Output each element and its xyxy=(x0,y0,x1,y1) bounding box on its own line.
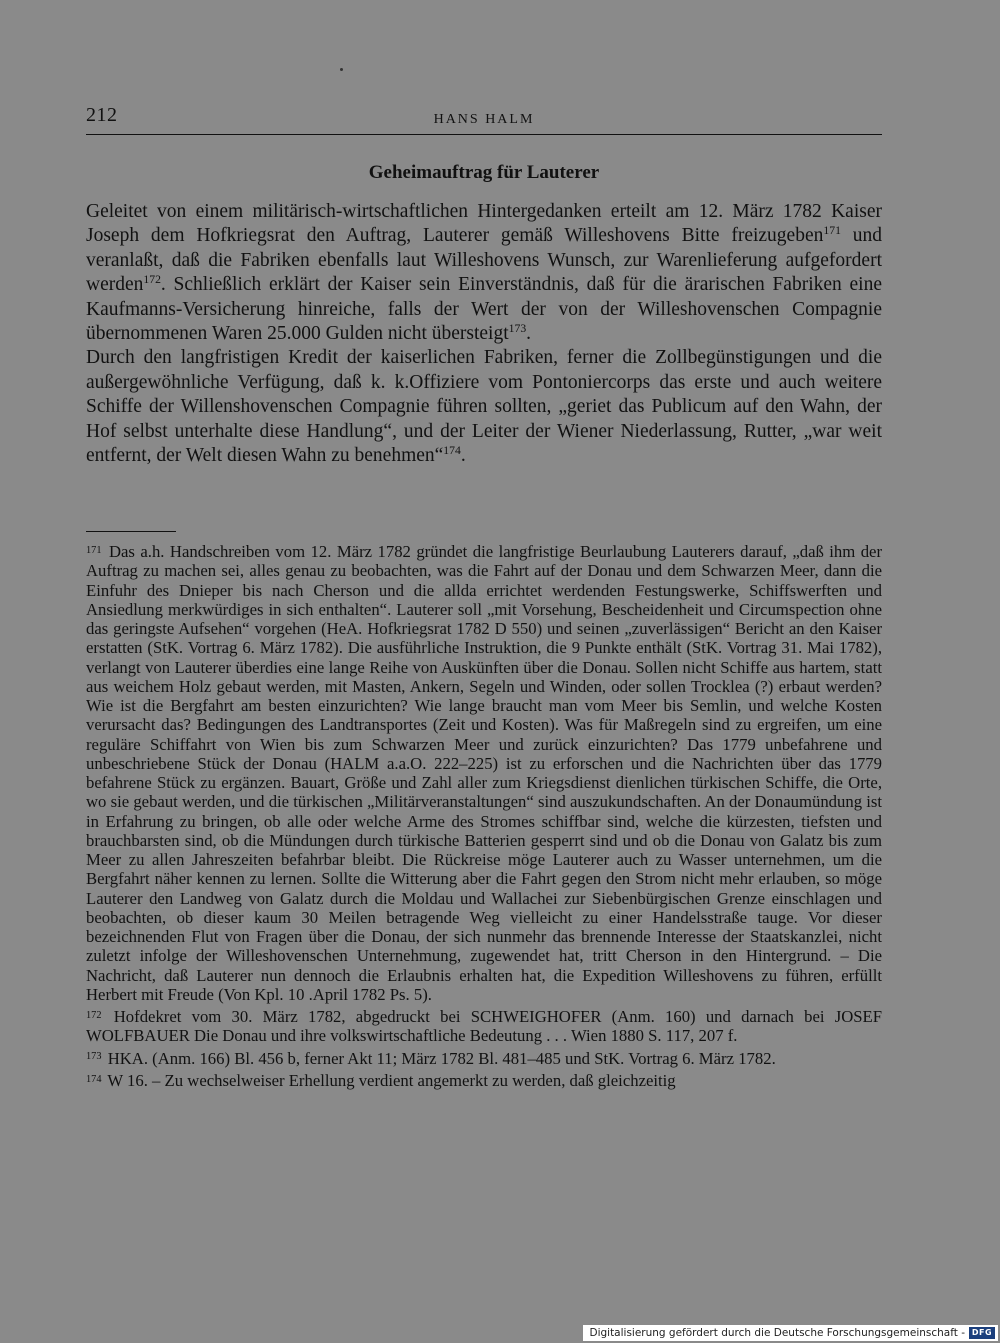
body-text xyxy=(86,200,882,468)
footnote-mark: 174 xyxy=(86,1073,102,1085)
page-number: 212 xyxy=(86,104,118,126)
body-paragraph: Durch den langfristigen Kredit der kaiserlichen Fabriken, ferner die Zollbegünstigungen und die außergewöhnliche Verfügung, daß k. k.Offiziere vom Pontoniercorps das erste und auch weitere Schiffe der Willenshovenschen Compagnie führen sollten, „geriet das Publicum auf den Wahn, der Hof selbst unterhalte diese Handlung“, und der Leiter der Wiener Niederlassung, Rutter, „war weit entfernt, der Welt diesen Wahn zu benehmen“$^{174}$. xyxy=(86,347,882,467)
running-head: HANS HALM xyxy=(433,112,535,127)
footnote-text: Das a.h. Handschreiben vom 12. März 1782 gründet die langfristige Beurlaubung Lauterers darauf, „daß ihm der Auftrag zu machen sei, alles genau zu beobachten, was die Fahrt auf der Donau und dem Schwarzen Meer, dann die Einfuhr des Dnieper bis nach Cherson und die allda errichtet werdenden Festungswerke, Schiffswerften und Ansiedlung merkwürdiges in sich enthalten“. Lauterer soll „mit Vorsehung, Bescheidenheit und Circumspection ohne das geringste Aufsehen“ vorgehen (HeA. Hofkriegsrat 1782 D 550) und seinen „zuverlässigen“ Bericht an den Kaiser erstatten (StK. Vortrag 6. März 1782). Die ausführliche Instruktion, die 9 Punkte enthält (StK. Vortrag 31. Mai 1782), verlangt von Lauterer überdies eine lange Reihe von Auskünften über die Donau. Sollen nicht Schiffe aus hartem, statt aus weichem Holz gebaut werden, mit Masten, Ankern, Segeln und Winden, oder sollen Trocklea (?) erbaut werden? Wie ist die Bergfahrt am besten einzurichten? Wie lange braucht man vom Meer bis Semlin, und welche Kosten verursacht das? Bedingungen des Landtransportes (Zeit und Kosten). Was für Maßregeln sind zu ergreifen, um eine reguläre Schiffahrt von Wien bis zum Schwarzen Meer und zurück einzurichten? Das 1779 unbefahrene und unbeschriebene Stück der Donau (HALM a.a.O. 222–225) ist zu erforschen und die Nachrichten über das 1779 befahrene Stück zu ergänzen. Bauart, Größe und Zahl aller zum Kriegsdienst dienlichen türkischen Schiffe, die Orte, wo sie gebaut werden, und die türkischen „Militärveranstaltungen“ sind auszukundschaften. An der Donaumündung ist in Erfahrung zu bringen, ob alle oder welche Arme des Stromes schiffbar sind, welche die kürzesten, tiefsten und brauchbarsten sind, ob die Mündungen durch türkische Batterien gesperrt sind und ob die Donau von Galatz bis zum Meer zu allen Jahreszeiten befahrbar bleibt. Die Rückreise möge Lauterer auch zu Wasser unternehmen, um die Bergfahrt näher kennen zu lernen. Sollte die Witterung aber die Fahrt gegen den Strom nicht mehr erlauben, so möge Lauterer den Landweg von Galatz durch die Moldau und Wallachei zur Siebenbürgischen Grenze einschlagen und beobachten, ob dieser kaum 30 Meilen betragende Weg vielleicht zu einer Handelsstraße tauge. Vor dieser bezeichnenden Flut von Fragen über die Donau, der sich nunmehr das brennende Interesse der Staatskanzlei, nicht zuletzt infolge der Willeshovenschen Unternehmung, zugewendet hat, tritt Cherson in den Hintergrund. – Die Nachricht, daß Lauterer nun dennoch die Erlaubnis erhalten hat, die Expedition Willeshovens zu führen, erfüllt Herbert mit Freude (Von Kpl. 10 .April 1782 Ps. 5). xyxy=(86,542,883,1004)
section-title: Geheimauftrag für Lauterer xyxy=(368,162,600,183)
footnote-ref[interactable]: 172 xyxy=(143,273,161,287)
footnote-mark: 171 xyxy=(86,544,102,556)
footnote-text: HKA. (Anm. 166) Bl. 456 b, ferner Akt 11; März 1782 Bl. 481–485 und StK. Vortrag 6. März 1782. xyxy=(107,1048,776,1068)
footnote-ref[interactable]: 173 xyxy=(508,322,527,336)
footnote-text: Hofdekret vom 30. März 1782, abgedruckt bei SCHWEIGHOFER (Anm. 160) und darnach bei JOSEF WOLFBAUER Die Donau und ihre volkswirtschaftliche Bedeutung . . . Wien 1880 S. 117, 207 f. xyxy=(86,1007,883,1046)
footnote-ref[interactable]: 171 xyxy=(823,224,841,238)
footnote-text: W 16. – Zu wechselweiser Erhellung verdient angemerkt zu werden, daß gleichzeitig xyxy=(107,1070,676,1090)
footnote-separator xyxy=(86,531,176,532)
footnotes xyxy=(86,542,882,1093)
footnote-ref[interactable]: 174 xyxy=(443,444,461,458)
dfg-logo[interactable]: DFG xyxy=(969,1327,995,1339)
footnote xyxy=(86,542,882,1004)
credit-text: Digitalisierung gefördert durch die Deutsche Forschungsgemeinschaft - xyxy=(589,1327,965,1339)
footnote-mark: 173 xyxy=(86,1051,102,1063)
footnote xyxy=(86,1007,882,1046)
digitization-credit xyxy=(583,1325,998,1341)
body-paragraph: Geleitet von einem militärisch-wirtschaftlichen Hintergedanken erteilt am 12. März 1782 Kaiser Joseph dem Hofkriegsrat den Auftrag, Lauterer gemäß Willeshovens Bitte freizugeben$^{171}$ und veranlaßt, daß die Fabriken ebenfalls laut Willeshovens Wunsch, zur Warenlieferung aufgefordert werden$^{172}$. Schließlich erklärt der Kaiser sein Einverständnis, daß für die ärarischen Fabriken eine Kaufmanns-Versicherung hinreiche, falls der Wert der von der Willeshovenschen Compagnie übernommenen Waren 25.000 Gulden nicht übersteigt$^{173}$. xyxy=(86,201,883,345)
footnote-mark: 172 xyxy=(86,1009,102,1021)
footnote xyxy=(86,1071,882,1090)
footnote xyxy=(86,1049,882,1068)
scan-speck xyxy=(340,68,343,71)
header-rule xyxy=(86,134,882,135)
page-header xyxy=(86,100,882,136)
